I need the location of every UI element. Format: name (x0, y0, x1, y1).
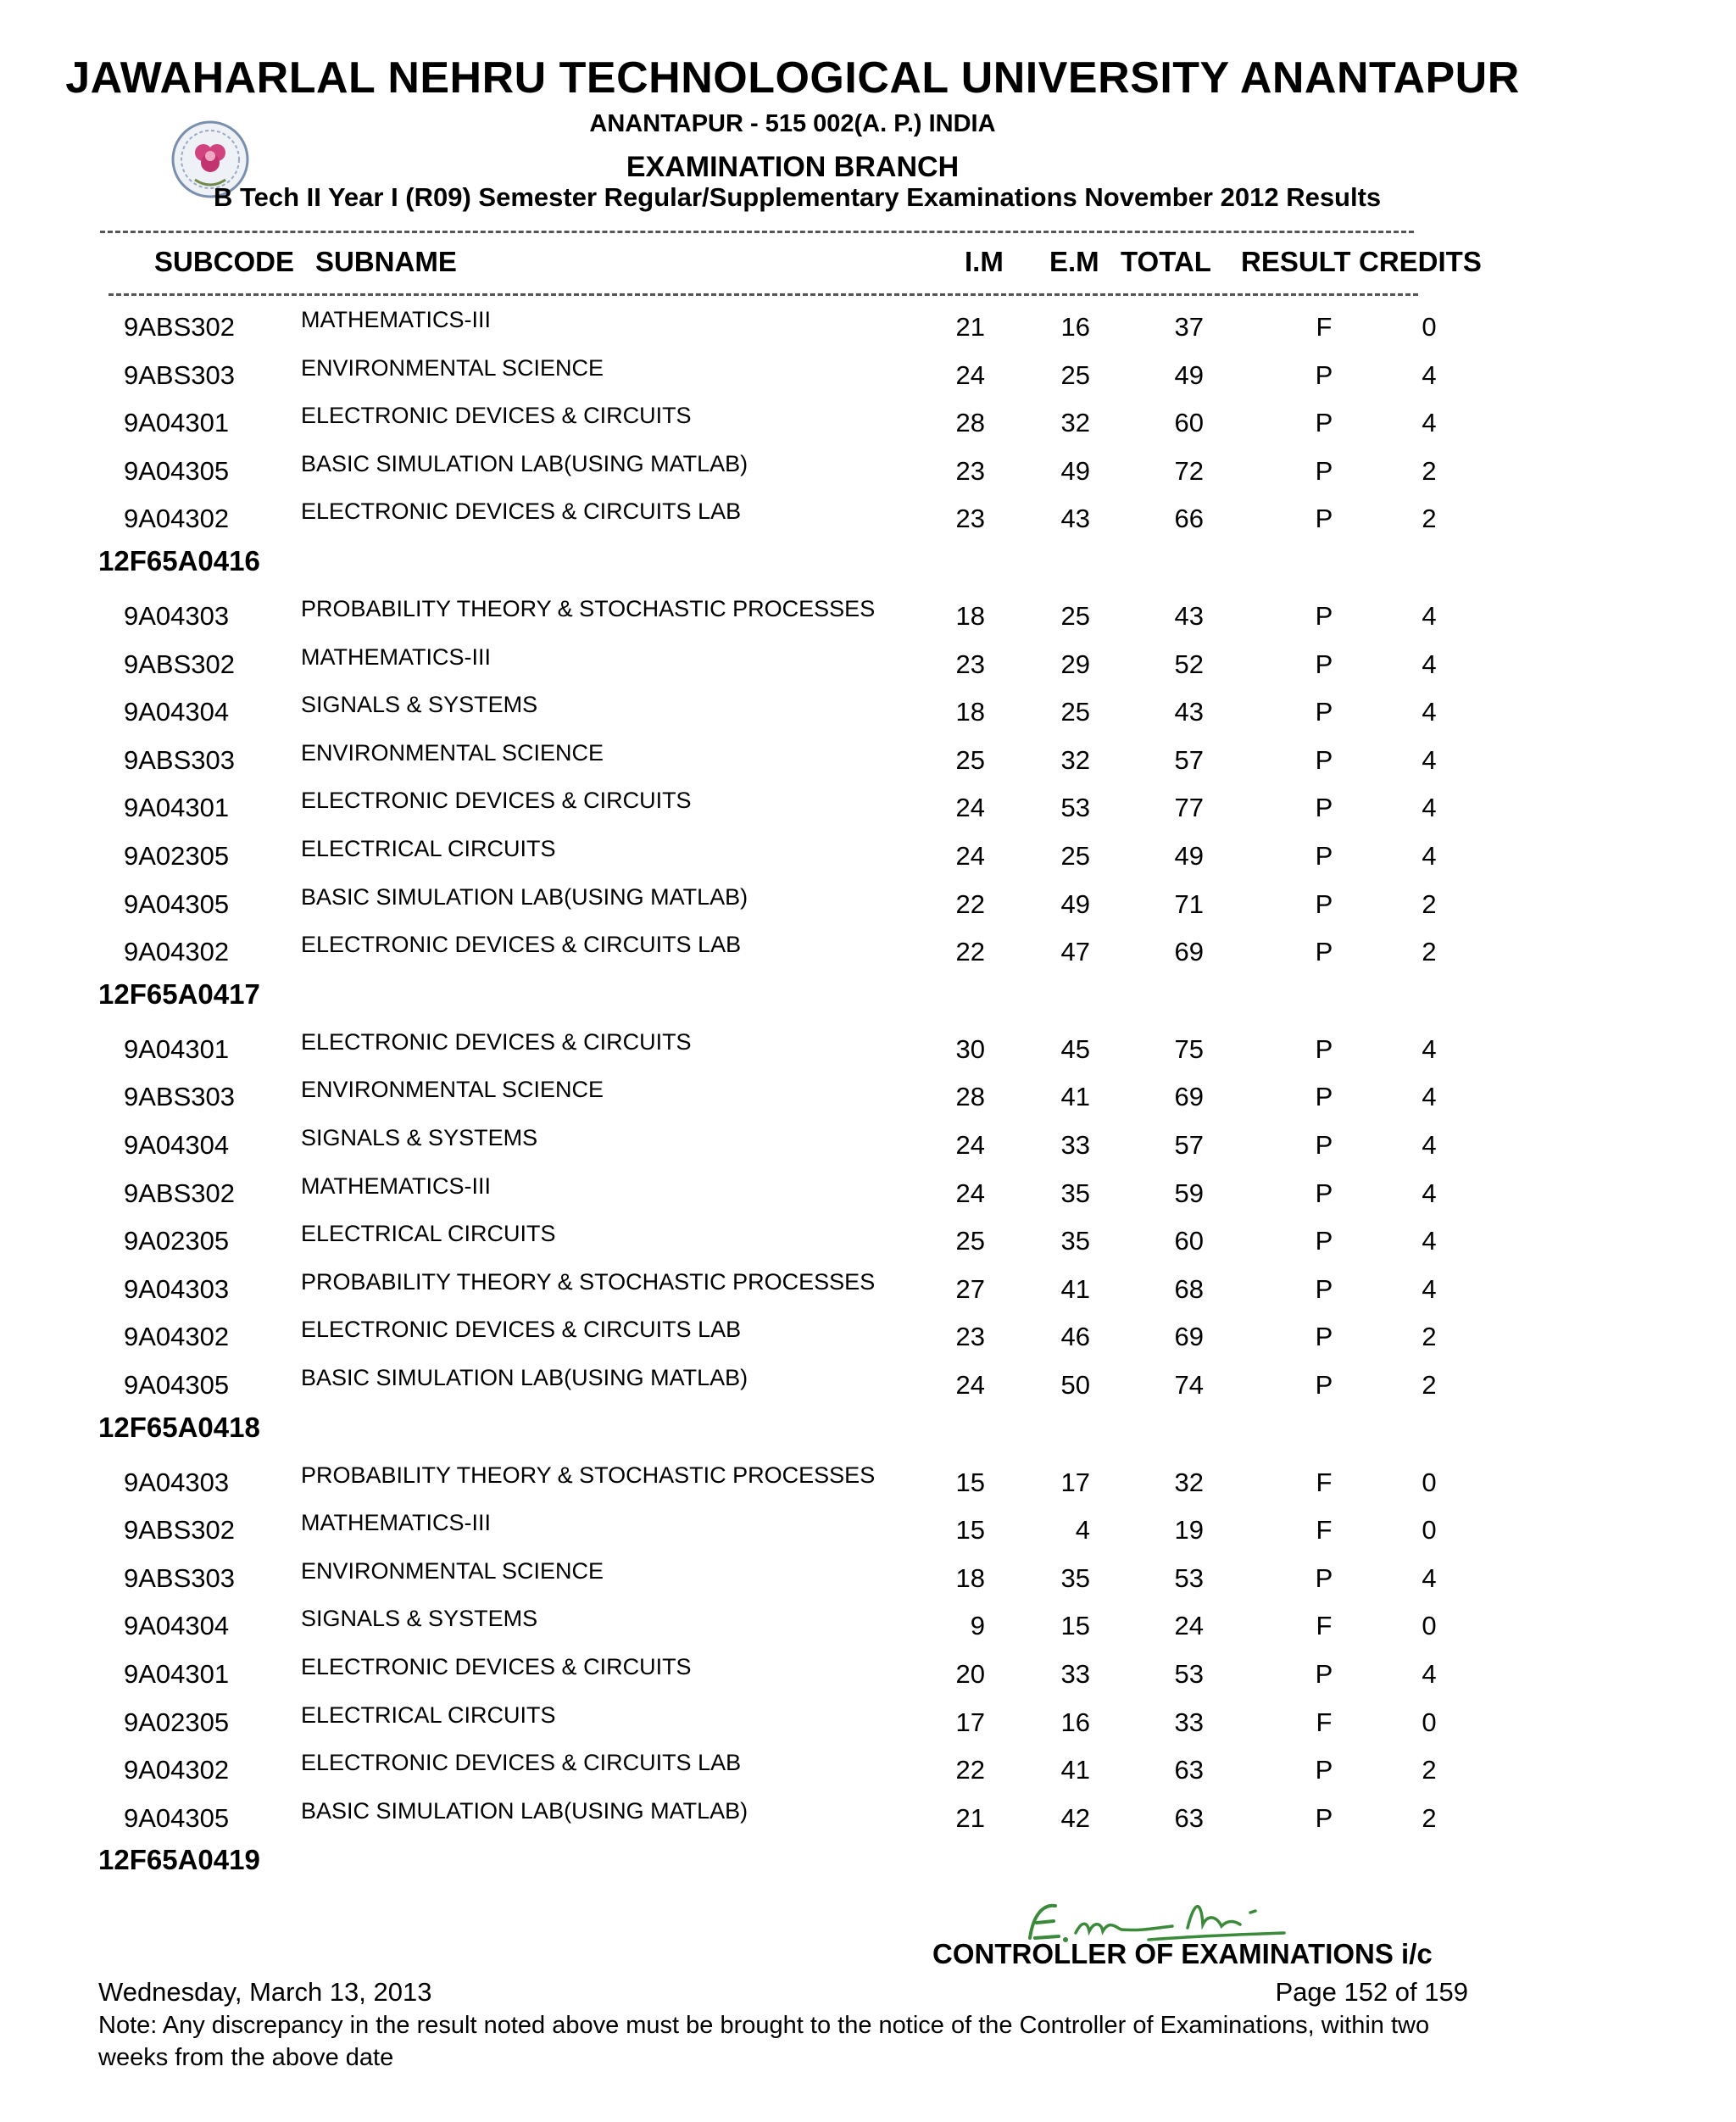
credits: 2 (1422, 1322, 1437, 1352)
table-row (0, 932, 1736, 985)
internal-marks: 22 (955, 1755, 985, 1785)
result: P (1315, 1226, 1333, 1256)
subject-name: SIGNALS & SYSTEMS (301, 692, 538, 718)
subject-code: 9A02305 (124, 1226, 230, 1256)
column-header-subcode: SUBCODE (154, 246, 295, 277)
total-marks: 66 (1174, 504, 1204, 534)
subject-name: ELECTRONIC DEVICES & CIRCUITS (301, 1028, 692, 1055)
subject-code: 9A02305 (124, 1707, 230, 1737)
total-marks: 68 (1174, 1273, 1204, 1304)
credits: 2 (1422, 888, 1437, 919)
table-row (0, 1797, 1736, 1852)
table-row (0, 1221, 1736, 1274)
subject-name: BASIC SIMULATION LAB(USING MATLAB) (301, 1365, 748, 1390)
external-marks: 41 (1060, 1755, 1090, 1785)
internal-marks: 28 (955, 408, 985, 438)
total-marks: 53 (1174, 1562, 1204, 1593)
total-marks: 57 (1174, 744, 1204, 775)
subject-name: ELECTRONIC DEVICES & CIRCUITS (301, 1654, 692, 1679)
issue-date: Wednesday, March 13, 2013 (98, 1977, 432, 2007)
column-header-result: RESULT (1241, 246, 1351, 277)
total-marks: 69 (1174, 1082, 1204, 1112)
subject-code: 9ABS302 (124, 1515, 235, 1546)
internal-marks: 24 (955, 841, 985, 871)
external-marks: 33 (1060, 1659, 1090, 1689)
subject-name: ELECTRICAL CIRCUITS (301, 1701, 556, 1728)
subject-name: MATHEMATICS-III (301, 1510, 491, 1536)
disclaimer-note: Note: Any discrepancy in the result noted above must be brought to the notice of the Controller of Examinations, within two weeks from the above date (98, 2012, 1430, 2071)
internal-marks: 27 (955, 1273, 985, 1304)
credits: 2 (1422, 937, 1437, 967)
subject-name: MATHEMATICS-III (301, 643, 491, 670)
table-row (0, 643, 1736, 698)
external-marks: 45 (1060, 1033, 1090, 1064)
table-row (0, 596, 1736, 649)
internal-marks: 22 (955, 888, 985, 919)
external-marks: 47 (1060, 937, 1090, 967)
subject-name: ELECTRONIC DEVICES & CIRCUITS (301, 788, 692, 814)
table-row (0, 1028, 1736, 1083)
subject-code: 9A04305 (124, 1370, 230, 1400)
exam-title: B Tech II Year I (R09) Semester Regular/Supplementary Examinations November 2012 Results (214, 182, 1382, 212)
result: P (1315, 841, 1333, 871)
table-row (0, 883, 1736, 938)
subject-code: 9ABS303 (124, 1562, 235, 1593)
credits: 0 (1422, 1467, 1437, 1497)
subject-code: 9A04304 (124, 697, 230, 727)
external-marks: 41 (1060, 1273, 1090, 1304)
subject-code: 9A04301 (124, 793, 230, 823)
subject-code: 9A04301 (124, 1659, 230, 1689)
result: P (1315, 1033, 1333, 1064)
external-marks: 17 (1060, 1467, 1090, 1497)
credits: 4 (1422, 649, 1437, 679)
table-row (0, 739, 1736, 794)
internal-marks: 24 (955, 1130, 985, 1160)
total-marks: 32 (1174, 1467, 1204, 1497)
subject-name: ENVIRONMENTAL SCIENCE (301, 739, 604, 766)
credits: 0 (1422, 1515, 1437, 1546)
result: P (1315, 601, 1333, 631)
external-marks: 43 (1060, 504, 1090, 534)
subject-name: MATHEMATICS-III (301, 307, 491, 332)
column-header-credits: CREDITS (1359, 246, 1482, 277)
credits: 4 (1422, 1226, 1437, 1256)
table-row (0, 450, 1736, 504)
subject-code: 9ABS302 (124, 649, 235, 679)
internal-marks: 18 (955, 697, 985, 727)
internal-marks: 23 (955, 504, 985, 534)
internal-marks: 18 (955, 601, 985, 631)
total-marks: 60 (1174, 1226, 1204, 1256)
student-regno: 12F65A0417 (98, 977, 260, 1010)
internal-marks: 23 (955, 1322, 985, 1352)
external-marks: 4 (1075, 1515, 1090, 1546)
credits: 4 (1422, 1562, 1437, 1593)
column-header-total: TOTAL (1121, 246, 1211, 277)
column-header-em: E.M (1049, 246, 1099, 277)
credits: 4 (1422, 1273, 1437, 1304)
total-marks: 49 (1174, 359, 1204, 390)
result: F (1316, 312, 1333, 342)
subject-code: 9ABS303 (124, 744, 235, 775)
result: F (1316, 1611, 1333, 1641)
credits: 4 (1422, 744, 1437, 775)
student-regno: 12F65A0418 (98, 1411, 260, 1443)
result: F (1316, 1515, 1333, 1546)
result: P (1315, 1130, 1333, 1160)
subject-code: 9A04305 (124, 1802, 230, 1833)
internal-marks: 28 (955, 1082, 985, 1112)
credits: 4 (1422, 1082, 1437, 1112)
credits: 2 (1422, 504, 1437, 534)
table-row (0, 1557, 1736, 1612)
subject-code: 9A04301 (124, 408, 230, 438)
external-marks: 33 (1060, 1130, 1090, 1160)
subject-name: BASIC SIMULATION LAB(USING MATLAB) (301, 883, 748, 910)
result: P (1315, 793, 1333, 823)
internal-marks: 21 (955, 1802, 985, 1833)
credits: 4 (1422, 1178, 1437, 1208)
result: P (1315, 1178, 1333, 1208)
table-row (0, 307, 1736, 360)
internal-marks: 24 (955, 1178, 985, 1208)
subject-name: SIGNALS & SYSTEMS (301, 1606, 538, 1632)
credits: 4 (1422, 408, 1437, 438)
total-marks: 43 (1174, 601, 1204, 631)
credits: 0 (1422, 1611, 1437, 1641)
subject-name: BASIC SIMULATION LAB(USING MATLAB) (301, 1797, 748, 1824)
total-marks: 19 (1174, 1515, 1204, 1546)
credits: 2 (1422, 1802, 1437, 1833)
external-marks: 35 (1060, 1178, 1090, 1208)
internal-marks: 18 (955, 1562, 985, 1593)
result: P (1315, 408, 1333, 438)
subject-name: BASIC SIMULATION LAB(USING MATLAB) (301, 450, 748, 476)
credits: 4 (1422, 697, 1437, 727)
subject-code: 9A04305 (124, 888, 230, 919)
subject-code: 9A04303 (124, 1467, 230, 1497)
result: P (1315, 455, 1333, 486)
total-marks: 57 (1174, 1130, 1204, 1160)
column-header-subname: SUBNAME (315, 246, 457, 277)
controller-of-examinations: CONTROLLER OF EXAMINATIONS i/c (932, 1938, 1433, 1969)
table-row (0, 1750, 1736, 1803)
subject-name: ELECTRONIC DEVICES & CIRCUITS LAB (301, 1750, 742, 1776)
subject-name: ELECTRONIC DEVICES & CIRCUITS LAB (301, 932, 742, 958)
result: F (1316, 1707, 1333, 1737)
total-marks: 77 (1174, 793, 1204, 823)
external-marks: 15 (1060, 1611, 1090, 1641)
result: P (1315, 359, 1333, 390)
table-row (0, 1125, 1736, 1178)
external-marks: 53 (1060, 793, 1090, 823)
subject-code: 9ABS302 (124, 1178, 235, 1208)
internal-marks: 23 (955, 455, 985, 486)
table-row (0, 788, 1736, 841)
divider (100, 231, 1414, 233)
external-marks: 16 (1060, 312, 1090, 342)
subject-name: ELECTRONIC DEVICES & CIRCUITS LAB (301, 1317, 742, 1343)
table-row (0, 1654, 1736, 1707)
table-row (0, 836, 1736, 889)
subject-code: 9A04304 (124, 1130, 230, 1160)
internal-marks: 23 (955, 649, 985, 679)
result: P (1315, 697, 1333, 727)
result: P (1315, 1659, 1333, 1689)
table-row (0, 1077, 1736, 1130)
table-row (0, 354, 1736, 409)
credits: 4 (1422, 359, 1437, 390)
subject-name: PROBABILITY THEORY & STOCHASTIC PROCESSES (301, 1268, 876, 1295)
table-row (0, 1462, 1736, 1516)
page-number: Page 152 of 159 (1275, 1977, 1468, 2007)
university-name: JAWAHARLAL NEHRU TECHNOLOGICAL UNIVERSITY ANANTAPUR (65, 53, 1520, 103)
subject-name: ENVIRONMENTAL SCIENCE (301, 354, 604, 381)
subject-name: ENVIRONMENTAL SCIENCE (301, 1557, 604, 1584)
examination-branch: EXAMINATION BRANCH (626, 151, 960, 183)
external-marks: 35 (1060, 1226, 1090, 1256)
internal-marks: 25 (955, 744, 985, 775)
external-marks: 25 (1060, 841, 1090, 871)
external-marks: 49 (1060, 455, 1090, 486)
total-marks: 63 (1174, 1802, 1204, 1833)
internal-marks: 15 (955, 1467, 985, 1497)
total-marks: 49 (1174, 841, 1204, 871)
subject-name: ENVIRONMENTAL SCIENCE (301, 1077, 604, 1103)
result: P (1315, 744, 1333, 775)
subject-name: ELECTRICAL CIRCUITS (301, 836, 556, 861)
external-marks: 35 (1060, 1562, 1090, 1593)
internal-marks: 17 (955, 1707, 985, 1737)
credits: 0 (1422, 1707, 1437, 1737)
result: P (1315, 1802, 1333, 1833)
table-row (0, 1268, 1736, 1323)
result: P (1315, 1370, 1333, 1400)
result: P (1315, 1082, 1333, 1112)
internal-marks: 24 (955, 1370, 985, 1400)
total-marks: 72 (1174, 455, 1204, 486)
table-row (0, 692, 1736, 745)
credits: 2 (1422, 1370, 1437, 1400)
subject-code: 9ABS303 (124, 359, 235, 390)
credits: 4 (1422, 1659, 1437, 1689)
external-marks: 49 (1060, 888, 1090, 919)
external-marks: 29 (1060, 649, 1090, 679)
result: P (1315, 937, 1333, 967)
result: P (1315, 1322, 1333, 1352)
external-marks: 32 (1060, 408, 1090, 438)
total-marks: 24 (1174, 1611, 1204, 1641)
divider (108, 293, 1418, 296)
table-row (0, 403, 1736, 456)
internal-marks: 9 (970, 1611, 985, 1641)
credits: 4 (1422, 1130, 1437, 1160)
subject-code: 9ABS303 (124, 1082, 235, 1112)
total-marks: 59 (1174, 1178, 1204, 1208)
external-marks: 25 (1060, 697, 1090, 727)
total-marks: 74 (1174, 1370, 1204, 1400)
subject-name: ELECTRICAL CIRCUITS (301, 1221, 556, 1247)
student-regno: 12F65A0419 (98, 1844, 260, 1876)
total-marks: 43 (1174, 697, 1204, 727)
subject-name: ELECTRONIC DEVICES & CIRCUITS (301, 403, 692, 429)
subject-code: 9ABS302 (124, 312, 235, 342)
subject-code: 9A04302 (124, 937, 230, 967)
total-marks: 75 (1174, 1033, 1204, 1064)
table-row (0, 1510, 1736, 1563)
subject-code: 9A04302 (124, 1322, 230, 1352)
table-row (0, 1365, 1736, 1418)
external-marks: 46 (1060, 1322, 1090, 1352)
external-marks: 25 (1060, 601, 1090, 631)
total-marks: 60 (1174, 408, 1204, 438)
internal-marks: 25 (955, 1226, 985, 1256)
total-marks: 69 (1174, 937, 1204, 967)
total-marks: 71 (1174, 888, 1204, 919)
external-marks: 16 (1060, 1707, 1090, 1737)
subject-code: 9A04302 (124, 504, 230, 534)
subject-code: 9A02305 (124, 841, 230, 871)
credits: 4 (1422, 841, 1437, 871)
table-row (0, 1317, 1736, 1370)
result: P (1315, 1755, 1333, 1785)
total-marks: 53 (1174, 1659, 1204, 1689)
internal-marks: 22 (955, 937, 985, 967)
external-marks: 32 (1060, 744, 1090, 775)
internal-marks: 30 (955, 1033, 985, 1064)
subject-name: PROBABILITY THEORY & STOCHASTIC PROCESSES (301, 1462, 876, 1488)
subject-code: 9A04305 (124, 455, 230, 486)
total-marks: 33 (1174, 1707, 1204, 1737)
internal-marks: 21 (955, 312, 985, 342)
credits: 4 (1422, 1033, 1437, 1064)
result: F (1316, 1467, 1333, 1497)
subject-name: ELECTRONIC DEVICES & CIRCUITS LAB (301, 498, 742, 525)
credits: 0 (1422, 312, 1437, 342)
table-row (0, 1606, 1736, 1659)
subject-name: SIGNALS & SYSTEMS (301, 1125, 538, 1150)
university-address: ANANTAPUR - 515 002(A. P.) INDIA (589, 110, 996, 137)
subject-name: MATHEMATICS-III (301, 1172, 491, 1199)
subject-code: 9A04301 (124, 1033, 230, 1064)
result: P (1315, 504, 1333, 534)
internal-marks: 20 (955, 1659, 985, 1689)
result: P (1315, 888, 1333, 919)
subject-code: 9A04302 (124, 1755, 230, 1785)
subject-code: 9A04303 (124, 601, 230, 631)
external-marks: 25 (1060, 359, 1090, 390)
external-marks: 42 (1060, 1802, 1090, 1833)
column-header-im: I.M (965, 246, 1004, 277)
internal-marks: 24 (955, 359, 985, 390)
external-marks: 41 (1060, 1082, 1090, 1112)
credits: 4 (1422, 601, 1437, 631)
internal-marks: 15 (955, 1515, 985, 1546)
total-marks: 52 (1174, 649, 1204, 679)
total-marks: 69 (1174, 1322, 1204, 1352)
total-marks: 63 (1174, 1755, 1204, 1785)
table-row (0, 1172, 1736, 1227)
total-marks: 37 (1174, 312, 1204, 342)
internal-marks: 24 (955, 793, 985, 823)
subject-code: 9A04304 (124, 1611, 230, 1641)
subject-code: 9A04303 (124, 1273, 230, 1304)
external-marks: 50 (1060, 1370, 1090, 1400)
student-regno: 12F65A0416 (98, 545, 260, 576)
credits: 2 (1422, 1755, 1437, 1785)
result: P (1315, 1562, 1333, 1593)
credits: 2 (1422, 455, 1437, 486)
result: P (1315, 1273, 1333, 1304)
credits: 4 (1422, 793, 1437, 823)
table-row (0, 498, 1736, 552)
subject-name: PROBABILITY THEORY & STOCHASTIC PROCESSES (301, 596, 876, 621)
result: P (1315, 649, 1333, 679)
table-row (0, 1701, 1736, 1756)
